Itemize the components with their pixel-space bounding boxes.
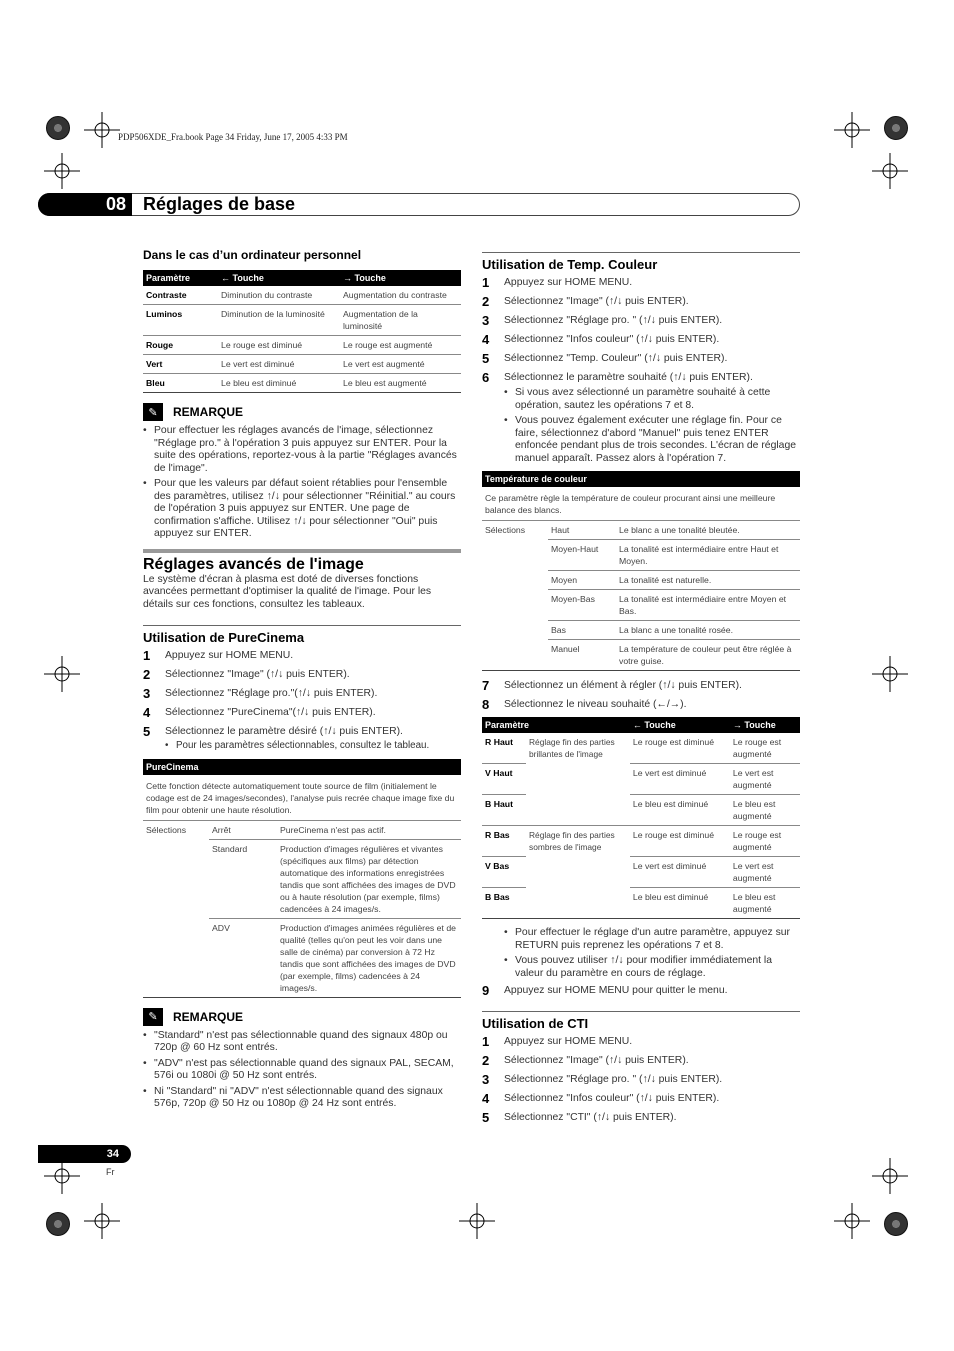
table-row: Manuel La température de couleur peut être réglée à votre guise.: [482, 640, 800, 671]
table-row: B Haut Le bleu est diminué Le bleu est augmenté: [482, 795, 800, 826]
table-header: → Touche: [730, 717, 800, 733]
note-block: [143, 1008, 461, 1111]
section-intro: Le système d'écran à plasma est doté de diverses fonctions avancées permettant d'optimiser la qualité de l'image. Pour les détails sur ces fonctions, consultez les tableaux.: [143, 573, 432, 610]
table-header: ← Touche: [630, 717, 730, 733]
print-info: PDP506XDE_Fra.book Page 34 Friday, June 17, 2005 4:33 PM: [118, 132, 348, 142]
crosshair-icon: [459, 1203, 495, 1239]
step-list: [482, 679, 800, 711]
registration-disc-icon: [884, 1212, 908, 1236]
pc-table-caption: Dans le cas d’un ordinateur personnel: [143, 248, 362, 262]
list-item: 4 Sélectionnez "PureCinema"(↑/↓ puis ENTER).: [143, 705, 376, 720]
box-title: PureCinema: [143, 759, 461, 775]
color-temperature-box: [482, 471, 800, 671]
table-row: Sélections Haut Le blanc a une tonalité bleutée.: [482, 521, 800, 540]
crosshair-icon: [872, 153, 908, 189]
note-label: REMARQUE: [173, 1009, 244, 1024]
list-item: • Pour effectuer le réglage d'un autre paramètre, appuyez sur RETURN puis reprenez les opérations 7 et 8.: [504, 927, 800, 952]
table-header: Paramètre: [482, 717, 630, 733]
pc-settings-table: [143, 270, 461, 393]
purecinema-options-table: [143, 821, 461, 998]
table-row: R Bas Réglage fin des parties sombres de l'image Le rouge est diminué Le rouge est augmenté: [482, 826, 800, 857]
note-label: REMARQUE: [173, 405, 244, 419]
list-item: 3 Sélectionnez "Réglage pro."(↑/↓ puis ENTER).: [143, 686, 378, 701]
list-item: 6 Sélectionnez le paramètre souhaité (↑/↓ puis ENTER).: [482, 370, 753, 385]
list-item: 2 Sélectionnez "Image" (↑/↓ puis ENTER).: [482, 294, 689, 309]
step-list: [482, 276, 800, 384]
list-item: • "Standard" n'est pas sélectionnable quand des signaux 480p ou 720p @ 60 Hz sont entrés.: [143, 1030, 461, 1055]
table-row: Moyen-Haut La tonalité est intermédiaire entre Haut et Moyen.: [482, 540, 800, 571]
list-item: • Pour effectuer les réglages avancés de l'image, sélectionnez "Réglage pro." à l'opération 3 puis appuyez sur ENTER. Pour la suite des opérations, reportez-vous à la partie "Réglages avancés de l'image".: [143, 425, 461, 475]
list-item: 3 Sélectionnez "Réglage pro. " (↑/↓ puis ENTER).: [482, 313, 723, 328]
list-item: 4 Sélectionnez "Infos couleur" (↑/↓ puis ENTER).: [482, 1091, 720, 1106]
table-header: → Touche: [340, 270, 461, 286]
subsection-title: Utilisation de Temp. Couleur: [482, 252, 800, 272]
list-item: • "ADV" n'est pas sélectionnable quand des signaux PAL, SECAM, 576i ou 1080i @ 50 Hz sont entrés.: [143, 1058, 461, 1083]
table-row: Rouge Le rouge est diminué Le rouge est augmenté: [143, 336, 461, 355]
registration-disc-icon: [884, 116, 908, 140]
list-item: 2 Sélectionnez "Image" (↑/↓ puis ENTER).: [482, 1053, 689, 1068]
table-row: V Haut Le vert est diminué Le vert est augmenté: [482, 764, 800, 795]
list-item: 4 Sélectionnez "Infos couleur" (↑/↓ puis ENTER).: [482, 332, 720, 347]
chapter-title: Réglages de base: [143, 194, 296, 214]
table-row: R Haut Réglage fin des parties brillantes de l'image Le rouge est diminué Le rouge est augmenté: [482, 733, 800, 764]
crosshair-icon: [44, 656, 80, 692]
table-row: Standard Production d'images régulières et vivantes (spécifiques aux films) par détection automatique des informations enregistrées tandis que sont affichées des images de DVD ou à haute résolution (par exemple, films) cadencées à 24 images/s.: [143, 839, 461, 918]
step-list: [482, 984, 800, 997]
table-row: Sélections Arrêt PureCinema n'est pas actif.: [143, 821, 461, 840]
right-column: [482, 252, 800, 1130]
pencil-icon: ✎: [143, 1008, 163, 1026]
table-row: B Bas Le bleu est diminué Le bleu est augmenté: [482, 888, 800, 919]
registration-disc-icon: [46, 1212, 70, 1236]
subsection-title: Utilisation de PureCinema: [143, 625, 461, 645]
table-row: Moyen-Bas La tonalité est intermédiaire entre Moyen et Bas.: [482, 590, 800, 621]
crosshair-icon: [44, 153, 80, 189]
list-item: • Si vous avez sélectionné un paramètre souhaité à cette opération, sautez les opérations 7 et 8.: [504, 387, 800, 412]
table-row: V Bas Le vert est diminué Le vert est augmenté: [482, 857, 800, 888]
table-row: Bleu Le bleu est diminué Le bleu est augmenté: [143, 374, 461, 393]
crosshair-icon: [834, 112, 870, 148]
pencil-icon: ✎: [143, 403, 163, 421]
page-number: 34: [38, 1145, 131, 1163]
crosshair-icon: [872, 656, 908, 692]
table-header: ← Touche: [218, 270, 340, 286]
crosshair-icon: [84, 1203, 120, 1239]
list-item: 2 Sélectionnez "Image" (↑/↓ puis ENTER).: [143, 667, 350, 682]
table-row: Vert Le vert est diminué Le vert est augmenté: [143, 355, 461, 374]
list-item: • Vous pouvez également exécuter une réglage fin. Pour ce faire, sélectionnez d'abord "Manuel" puis tenez ENTER enfoncée pendant plus de trois secondes. L'écran de réglage manuel apparaît. Passez alors à l'opération 7.: [504, 415, 800, 465]
list-item: 9 Appuyez sur HOME MENU pour quitter le menu.: [482, 983, 728, 998]
section-title: Réglages avancés de l'image: [143, 549, 461, 574]
box-description: Cette fonction détecte automatiquement toute source de film (initialement le codage est de 24 images/secondes), l'analyse puis recrée chaque image fixe du film pour obtenir une haute résolution.: [143, 775, 461, 821]
step-list: [143, 649, 461, 738]
table-row: Bas La blanc a une tonalité rosée.: [482, 621, 800, 640]
purecinema-box: [143, 759, 461, 998]
list-item: • Vous pouvez utiliser ↑/↓ pour modifier immédiatement la valeur du paramètre en cours de réglage.: [504, 955, 800, 980]
list-item: 5 Sélectionnez "Temp. Couleur" (↑/↓ puis ENTER).: [482, 351, 728, 366]
color-temperature-options-table: [482, 521, 800, 671]
chapter-number: 08: [38, 193, 132, 216]
box-description: Ce paramètre règle la température de couleur procurant ainsi une meilleure balance des blancs.: [482, 487, 800, 521]
step-list: [482, 1035, 800, 1124]
crosshair-icon: [44, 1158, 80, 1194]
crosshair-icon: [84, 112, 120, 148]
list-item: 1 Appuyez sur HOME MENU.: [143, 648, 294, 663]
table-header: Paramètre: [143, 270, 218, 286]
crosshair-icon: [872, 1158, 908, 1194]
subsection-title: Utilisation de CTI: [482, 1011, 800, 1031]
list-item: 5 Sélectionnez le paramètre désiré (↑/↓ puis ENTER).: [143, 724, 403, 739]
list-item: • Ni "Standard" ni "ADV" n'est sélectionnable quand des signaux 576p, 720p @ 50 Hz ou 1080p @ 24 Hz sont entrés.: [143, 1086, 461, 1111]
list-item: 1 Appuyez sur HOME MENU.: [482, 1034, 633, 1049]
list-item: 1 Appuyez sur HOME MENU.: [482, 275, 633, 290]
crosshair-icon: [834, 1203, 870, 1239]
list-item: 7 Sélectionnez un élément à régler (↑/↓ puis ENTER).: [482, 678, 742, 693]
page-language: Fr: [106, 1167, 115, 1177]
table-row: ADV Production d'images animées régulières et de qualité (telles qu'on peut les voir dans une salle de cinéma) par conversion à 72 Hz tandis que sont affichées des images de DVD (par exemple, films) cadencées à 24 images/s.: [143, 918, 461, 997]
list-item: 8 Sélectionnez le niveau souhaité (←/→).: [482, 697, 687, 712]
list-item: • Pour les paramètres sélectionnables, consultez le tableau.: [165, 740, 461, 753]
table-row: Moyen La tonalité est naturelle.: [482, 571, 800, 590]
table-row: Luminos Diminution de la luminosité Augmentation de la luminosité: [143, 305, 461, 336]
list-item: • Pour que les valeurs par défaut soient rétablies pour l'ensemble des paramètres, utilisez ↑/↓ pour sélectionner "Réinitial." au cours de l'opération 3 puis appuyez sur ENTER. Une page de confirmation s'affiche. Utilisez ↑/↓ pour sélectionner "Oui" puis appuyez sur ENTER.: [143, 478, 461, 541]
left-column: [143, 248, 461, 1114]
list-item: 5 Sélectionnez "CTI" (↑/↓ puis ENTER).: [482, 1110, 677, 1125]
box-title: Température de couleur: [482, 471, 800, 487]
note-block: [143, 403, 461, 541]
registration-disc-icon: [46, 116, 70, 140]
table-row: Contraste Diminution du contraste Augmentation du contraste: [143, 286, 461, 305]
list-item: 3 Sélectionnez "Réglage pro. " (↑/↓ puis ENTER).: [482, 1072, 723, 1087]
rgb-adjust-table: [482, 717, 800, 919]
